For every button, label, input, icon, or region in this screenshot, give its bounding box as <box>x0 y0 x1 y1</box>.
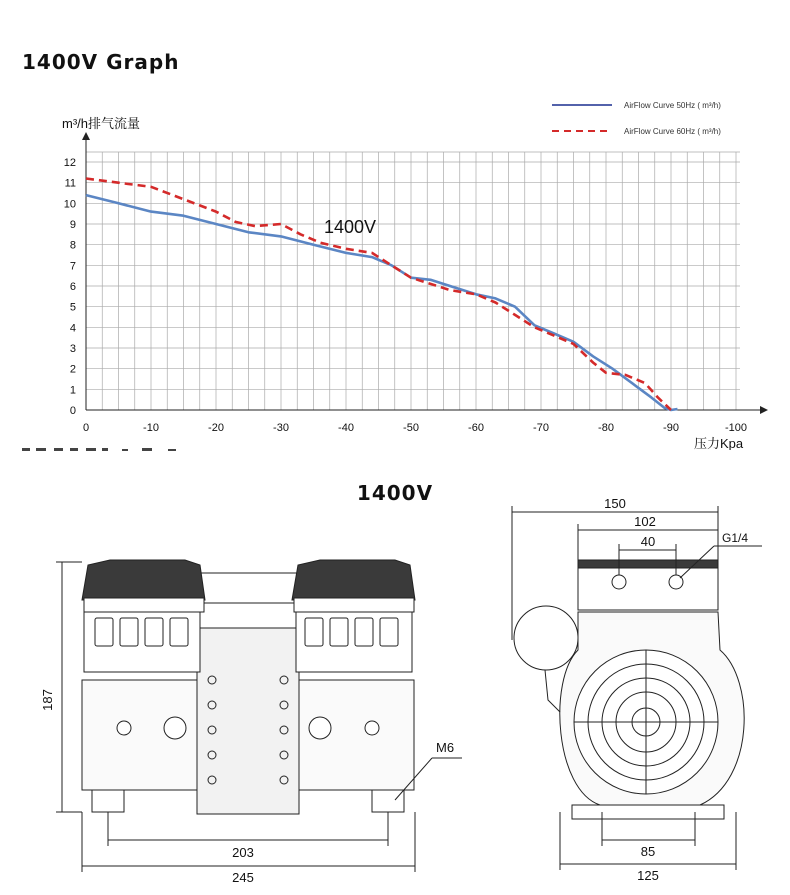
y-tick-label: 10 <box>63 198 76 211</box>
x-tick-label: -80 <box>598 422 614 434</box>
right-port-large <box>309 717 331 739</box>
dim-front-height: 187 <box>40 689 55 711</box>
left-port-large <box>164 717 186 739</box>
y-tick-label: 9 <box>69 219 76 231</box>
y-tick-label: 12 <box>63 157 76 169</box>
center-rail-top <box>197 573 299 603</box>
side-port-left <box>612 575 626 589</box>
dim-bolt-size: M6 <box>436 740 455 755</box>
y-tick-label: 11 <box>64 177 76 190</box>
center-plate <box>197 628 299 814</box>
y-axis-arrow <box>82 132 90 140</box>
side-view <box>512 506 762 870</box>
x-tick-label: -20 <box>208 422 224 434</box>
chart-axes <box>82 132 768 414</box>
chart-annotation: 1400V <box>324 217 377 237</box>
y-tick-label: 4 <box>69 322 76 335</box>
x-tick-label: 0 <box>82 422 90 434</box>
x-tick-label: -60 <box>468 422 484 434</box>
y-tick-label: 8 <box>69 239 76 252</box>
legend-label-50hz: AirFlow Curve 50Hz ( m³/h) <box>624 101 721 110</box>
x-axis-label: 压力Kpa <box>694 436 744 450</box>
x-tick-label: -30 <box>273 422 289 434</box>
x-axis-arrow <box>760 406 768 414</box>
dim-base-inner: 85 <box>640 844 656 859</box>
y-tick-label: 5 <box>69 301 76 314</box>
legend-label-60hz: AirFlow Curve 60Hz ( m³/h) <box>624 127 721 136</box>
airflow-chart <box>0 90 790 450</box>
x-tick-label: -40 <box>338 422 354 434</box>
y-tick-label: 7 <box>69 260 76 273</box>
dim-front-outer: 245 <box>232 870 254 885</box>
side-head <box>578 562 718 610</box>
left-head-fins <box>84 598 204 612</box>
dim-base-outer: 125 <box>637 868 659 883</box>
series-line-50hz <box>86 195 678 410</box>
dim-side-top: 150 <box>604 496 626 511</box>
right-head-cap <box>292 560 415 600</box>
page-title: 1400V Graph <box>22 50 180 74</box>
capacitor <box>514 606 578 670</box>
left-head-cap <box>82 560 205 600</box>
right-foot <box>372 790 404 812</box>
y-tick-label: 2 <box>69 363 76 376</box>
dim-port-thread: G1/4 <box>722 531 749 545</box>
x-tick-label: -50 <box>403 422 419 434</box>
y-axis-label: m³/h排气流量 <box>62 116 141 131</box>
x-tick-label: -100 <box>724 422 748 434</box>
front-view <box>56 560 462 872</box>
dimension-drawing <box>0 495 790 895</box>
right-head-fins <box>294 598 414 612</box>
left-port-small <box>117 721 131 735</box>
dim-front-inner: 203 <box>232 845 254 860</box>
right-port-small <box>365 721 379 735</box>
x-tick-label: -90 <box>663 422 679 434</box>
chart-legend <box>552 101 721 136</box>
chart-series <box>86 179 678 411</box>
y-tick-label: 0 <box>69 405 76 417</box>
dim-port-spacing: 40 <box>640 534 656 549</box>
chart-grid <box>86 152 740 410</box>
y-tick-label: 1 <box>69 384 76 397</box>
left-foot <box>92 790 124 812</box>
cropped-caption-fragment <box>22 444 222 452</box>
side-base <box>572 805 724 819</box>
y-tick-label: 3 <box>69 343 76 355</box>
dim-side-mid: 102 <box>634 514 656 529</box>
x-tick-label: -10 <box>143 422 159 434</box>
y-tick-label: 6 <box>69 281 76 293</box>
drawing-title: 1400V <box>356 481 434 505</box>
x-tick-label: -70 <box>533 422 549 434</box>
